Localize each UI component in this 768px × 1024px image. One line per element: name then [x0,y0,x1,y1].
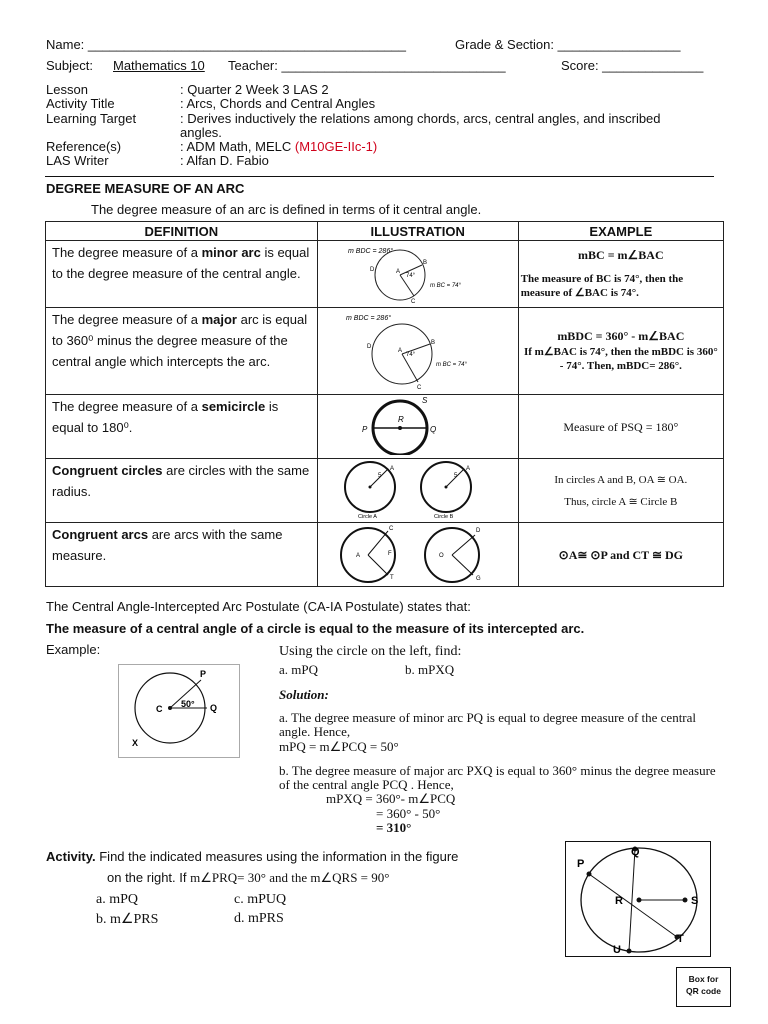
table-row [46,395,724,459]
svg-text:B: B [430,340,435,346]
postulate-intro: The Central Angle-Intercepted Arc Postulate (CA-IA Postulate) states that: [46,599,471,614]
section-title: DEGREE MEASURE OF AN ARC [46,181,245,196]
example-circle-figure [118,664,240,758]
svg-text:C: C [410,299,416,304]
activity-label: Activity. [46,849,96,864]
illustration-cell [317,308,518,395]
svg-text:B: B [422,260,427,266]
svg-text:C: C [156,704,163,714]
svg-text:R: R [397,415,404,424]
svg-text:P: P [200,669,207,679]
svg-text:A: A [395,269,400,275]
activity-text2: on the right. If [107,870,187,885]
teacher-field[interactable]: Teacher: _______________________________ [228,58,506,73]
illustration-cell [317,459,518,523]
svg-text:P: P [361,425,368,434]
svg-text:A: A [355,553,360,559]
angle-50-label: 50° [181,699,195,709]
solution-a-text: a. The degree measure of minor arc PQ is equal to degree measure of the central angle. Hence, [279,710,697,739]
definition-cell: Congruent circles are circles with the same radius. [46,459,318,523]
header-divider [45,176,714,177]
arc-bc-label: m BC = 74° [429,283,461,289]
name-field[interactable]: Name: ____________________________________________ [46,37,407,52]
references-text: : ADM Math, MELC [180,139,292,154]
example-label: Example: [46,642,101,657]
references-value [180,140,700,154]
solution-b-eq2: = 360° - 50° [376,806,441,821]
col-header-example: EXAMPLE [518,222,723,241]
svg-text:X: X [132,738,139,748]
illustration-cell [317,523,518,587]
subject-value: Mathematics 10 [113,58,205,73]
example-text: If m∠BAC is 74°, then the mBDC is 360° - 74°. Then, mBDC= 286°. [523,346,718,372]
example-text: Thus, circle A ≅ Circle B [564,495,678,508]
example-eq: mBDC = 360° - m∠BAC [557,329,685,343]
svg-text:C: C [388,526,394,532]
example-eq: In circles A and B, OA ≅ OA. [554,473,688,486]
svg-text:G: G [475,576,481,582]
illustration-cell [317,395,518,459]
svg-text:O: O [438,553,444,559]
qr-line1: Box for [688,974,719,984]
definition-cell: The degree measure of a major arc is equal to 360⁰ minus the degree measure of the central angle which intercepts the arc. [46,308,318,395]
activity-text1: Find the indicated measures using the information in the figure [99,849,459,864]
solution-b-eq3: = 310° [376,820,412,835]
las-writer-label: LAS Writer [46,153,109,168]
col-header-definition: DEFINITION [46,222,318,241]
definition-cell: The degree measure of a semicircle is equal to 180⁰. [46,395,318,459]
activity-title-label: Activity Title [46,96,115,111]
find-item-b: b. mPXQ [405,662,455,677]
table-row [46,523,724,587]
solution-a-eq: mPQ = m∠PCQ = 50° [279,739,399,754]
arc-definitions-table [45,221,724,587]
svg-text:5: 5 [453,473,458,479]
svg-text:D: D [369,267,375,273]
svg-text:A: A [465,466,470,472]
table-row [46,459,724,523]
section-intro: The degree measure of an arc is defined in terms of it central angle. [91,202,482,217]
lesson-value: : Quarter 2 Week 3 LAS 2 [180,82,329,97]
angle-label: 74° [405,273,415,279]
arc-bdc-label: m BDC = 286° [347,248,393,255]
subject-label: Subject: [46,58,93,73]
example-eq: Measure of PSQ = 180° [563,419,679,434]
activity-line1 [46,849,458,864]
svg-text:F: F [387,551,392,557]
arc-bdc-label: m BDC = 286° [345,315,391,322]
col-header-illustration: ILLUSTRATION [317,222,518,241]
svg-text:A: A [397,348,402,354]
activity-item-d[interactable]: d. mPRS [234,911,284,926]
activity-circle-figure [565,841,711,957]
example-eq: mBC = m∠BAC [578,248,664,262]
using-text: Using the circle on the left, find: [279,644,462,659]
example-cell [518,308,723,395]
svg-text:R: R [615,895,623,907]
svg-text:A: A [389,466,394,472]
solution-heading: Solution: [279,687,329,702]
definition-cell: The degree measure of a minor arc is equal to the degree measure of the central angle. [46,241,318,308]
svg-text:D: D [366,344,372,350]
references-label: Reference(s) [46,139,122,154]
lesson-label: Lesson [46,82,88,97]
find-item-a: a. mPQ [279,662,318,677]
activity-item-b[interactable]: b. m∠PRS [96,912,159,927]
activity-title-value: : Arcs, Chords and Central Angles [180,96,376,111]
learning-target-value: : Derives inductively the relations among chords, arcs, central angles, and inscribed angles. [180,111,661,140]
example-cell [518,523,723,587]
svg-text:Q: Q [210,703,218,713]
svg-text:T: T [389,575,394,581]
melc-code: (M10GE-IIc-1) [294,139,378,154]
solution-b-text: b. The degree measure of major arc PXQ is equal to 360° minus the degree measure of the central angle PCQ . Hence, [279,763,716,792]
svg-text:T: T [677,933,684,945]
solution-b-eq1: mPXQ = 360°- m∠PCQ [326,791,456,806]
qr-line2: QR code [686,986,721,996]
semicircle-diagram [318,395,518,455]
example-cell [518,459,723,523]
activity-item-a[interactable]: a. mPQ [96,892,138,907]
arc-bc-label: m BC = 74° [435,362,467,368]
qr-code-box [676,967,731,1007]
congruent-arcs-diagram [318,523,518,583]
las-writer-value: : Alfan D. Fabio [180,153,269,168]
svg-text:S: S [421,396,428,405]
example-cell [518,241,723,308]
example-cell [518,395,723,459]
svg-text:P: P [577,858,585,870]
table-row [46,308,724,395]
svg-text:U: U [613,944,621,956]
table-row [46,241,724,308]
svg-text:S: S [691,895,699,907]
circle-b-label: Circle B [433,514,453,519]
minor-arc-diagram [318,241,518,304]
angle-label: 74° [405,352,415,358]
definition-cell: Congruent arcs are arcs with the same measure. [46,523,318,587]
svg-text:D: D [475,528,481,534]
grade-section-field[interactable]: Grade & Section: _________________ [455,37,681,52]
score-field[interactable]: Score: ______________ [561,58,704,73]
svg-text:Q: Q [631,846,640,858]
svg-text:5: 5 [377,473,382,479]
illustration-cell [317,241,518,308]
activity-line2 [107,870,389,886]
svg-text:C: C [416,385,422,391]
major-arc-diagram [318,308,518,391]
svg-text:Q: Q [429,425,436,434]
congruent-circles-diagram [318,459,518,519]
learning-target-label: Learning Target [46,111,137,126]
example-text: The measure of BC is 74°, then the measure of ∠BAC is 74°. [520,273,684,299]
postulate-statement: The measure of a central angle of a circle is equal to the measure of its intercepted arc. [46,621,585,636]
activity-given: m∠PRQ= 30° and the m∠QRS = 90° [190,870,390,885]
activity-item-c[interactable]: c. mPUQ [234,892,287,907]
example-eq: ⊙A≅ ⊙P and CT ≅ DG [558,547,684,562]
circle-a-label: Circle A [357,514,377,519]
